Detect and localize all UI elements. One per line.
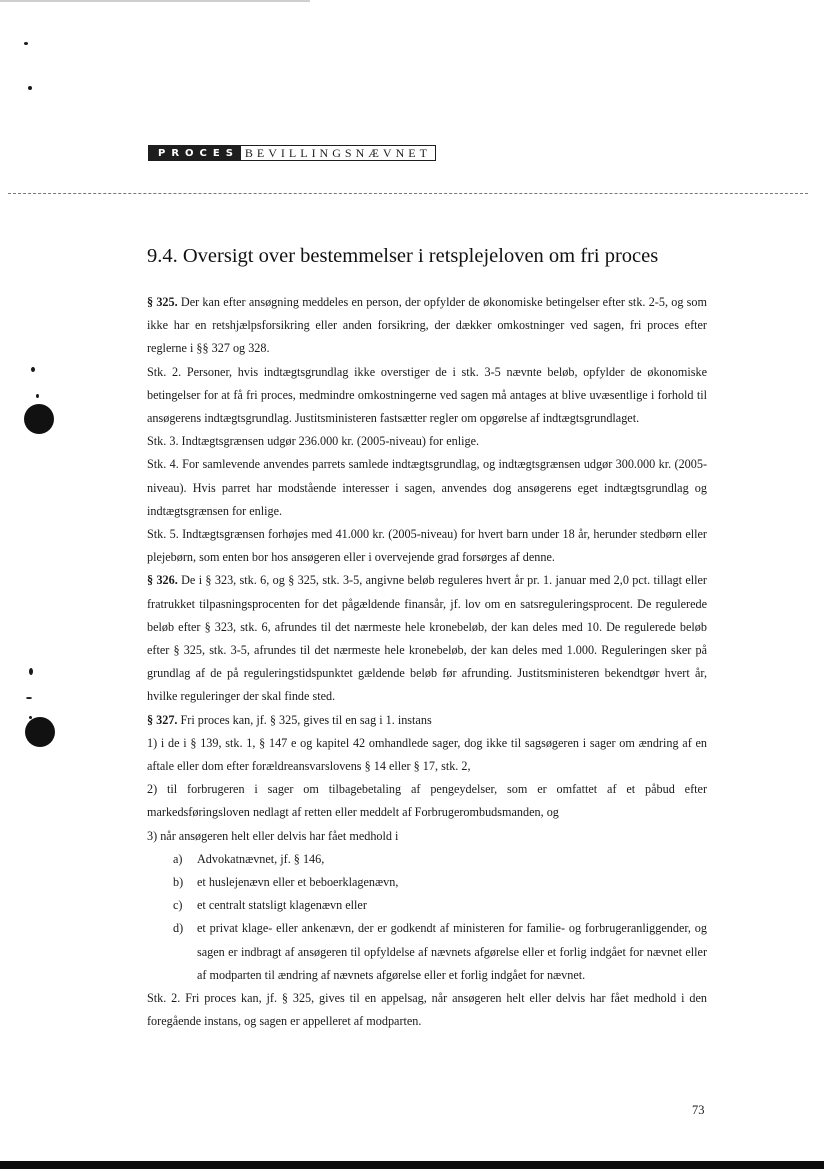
scan-edge-bottom: [0, 1161, 824, 1169]
paragraph-text: 2) til forbrugeren i sager om tilbagebetaling af pengeydelser, som er omfattet af et påbud efter markedsføringsloven nedlagt af retten eller meddelt af Forbrugerombudsmanden, og: [147, 782, 707, 820]
list-item-text: et privat klage- eller ankenævn, der er godkendt af ministeren for familie- og forbrugeranliggender, og sagen er indbragt af ansøgeren til opfyldelse af nævnets afgørelse eller et forlig indgået for nævnet eller af modparten til ændring af nævnets afgørelse eller et forlig indgået for nævnet.: [197, 921, 707, 982]
running-header: [148, 145, 436, 161]
scan-speck: [29, 668, 33, 675]
list-item-label: c): [173, 898, 183, 913]
list-item-label: d): [173, 921, 184, 936]
section-marker: § 326.: [147, 573, 178, 588]
section-marker: § 327.: [147, 712, 178, 727]
list-item-text: et huslejenævn eller et beboerklagenævn,: [197, 875, 399, 890]
paragraph-327-nr3: [147, 825, 707, 848]
law-text-body: [147, 291, 707, 1034]
paragraph-327: [147, 709, 707, 732]
paragraph-text: De i § 323, stk. 6, og § 325, stk. 3-5, angivne beløb reguleres hvert år pr. 1. januar med 2,0 pct. tillagt eller fratrukket tilpasningsprocenten for det pågældende finansår, jf. lov om en satsreguleringsprocent. De regulerede beløb efter § 323, stk. 6, afrundes til det nærmeste hele kronebeløb, der kan deles med 10. De regulerede beløb efter § 325, stk. 3-5, afrundes til det nærmeste hele kronebeløb, der kan deles med 1.000. Reguleringen sker på grundlag af de på reguleringstidspunktet gældende beløb før afrunding. Justitsministeren bekendtgør hvert år, hvilke reguleringer der skal finde sted.: [147, 573, 707, 704]
paragraph-325-stk4: [147, 453, 707, 523]
list-item-a: [147, 848, 707, 871]
list-item-b: [147, 871, 707, 894]
paragraph-325-stk3: [147, 430, 707, 453]
list-item-d: [147, 917, 707, 987]
list-item-c: [147, 894, 707, 917]
scan-speck: [28, 86, 32, 90]
section-title: 9.4. Oversigt over bestemmelser i retsplejeloven om fri proces: [147, 245, 659, 267]
paragraph-text: Stk. 5. Indtægtsgrænsen forhøjes med 41.000 kr. (2005-niveau) for hvert barn under 18 år, herunder stedbørn eller plejebørn, som enten bor hos ansøgeren eller i overvejende grad forsørges af denne.: [147, 527, 707, 565]
scan-edge-top: [0, 0, 310, 2]
paragraph-text: Stk. 3. Indtægtsgrænsen udgør 236.000 kr. (2005-niveau) for enlige.: [147, 434, 480, 449]
scan-speck: [31, 367, 35, 372]
header-proces-label: PROCES: [148, 145, 241, 161]
paragraph-text: 3) når ansøgeren helt eller delvis har fået medhold i: [147, 828, 399, 843]
paragraph-326: [147, 569, 707, 708]
list-item-label: b): [173, 875, 184, 890]
paragraph-closing-stk2: [147, 987, 707, 1033]
paragraph-text: Stk. 2. Personer, hvis indtægtsgrundlag ikke overstiger de i stk. 3-5 nævnte beløb, opfylder de økonomiske betingelser for at få fri proces, medmindre omkostningerne ved sagen må antages at blive uvæsentlige i forhold til ansøgerens indtægtsgrundlag. Justitsministeren fastsætter regler om opgørelse af indtægtsgrundlaget.: [147, 364, 707, 426]
paragraph-325-stk2: [147, 361, 707, 431]
scan-speck: [36, 394, 39, 398]
scan-speck: [24, 42, 28, 45]
paragraph-325: [147, 291, 707, 361]
page-number: 73: [692, 1103, 705, 1117]
header-bevillingsnaevnet-label: BEVILLINGSNÆVNET: [241, 145, 436, 161]
paragraph-text: Stk. 4. For samlevende anvendes parrets samlede indtægtsgrundlag, og indtægtsgrænsen udgør 300.000 kr. (2005-niveau). Hvis parret har modstående interesser i sagen, anvendes dog ansøgerens eget indtægtsgrundlag og indtægtsgrænsen for enlige.: [147, 457, 707, 518]
scan-speck: [26, 697, 32, 699]
list-item-text: et centralt statsligt klagenævn eller: [197, 898, 367, 913]
list-item-text: Advokatnævnet, jf. § 146,: [197, 851, 325, 866]
section-marker: § 325.: [147, 295, 178, 309]
paragraph-text: Stk. 2. Fri proces kan, jf. § 325, gives til en appelsag, når ansøgeren helt eller delvis har fået medhold i den foregående instans, og sagen er appelleret af modparten.: [147, 991, 707, 1029]
paragraph-text: Der kan efter ansøgning meddeles en person, der opfylder de økonomiske betingelser efter stk. 2-5, og som ikke har en retshjælpsforsikring eller anden forsikring, der dækker omkostninger ved sagen, fri proces efter reglerne i §§ 327 og 328.: [147, 295, 707, 356]
header-rule: [8, 193, 808, 194]
punch-hole-bottom: [25, 717, 55, 747]
list-item-label: a): [173, 851, 183, 866]
paragraph-327-nr2: [147, 778, 707, 824]
paragraph-text: 1) i de i § 139, stk. 1, § 147 e og kapitel 42 omhandlede sager, dog ikke til sagsøgeren i sager om ændring af en aftale eller dom efter forældreansvarslovens § 14 eller § 17, stk. 2,: [147, 735, 707, 774]
paragraph-325-stk5: [147, 523, 707, 569]
paragraph-text: Fri proces kan, jf. § 325, gives til en sag i 1. instans: [177, 712, 432, 727]
punch-hole-top: [24, 404, 54, 434]
paragraph-327-nr1: [147, 732, 707, 778]
